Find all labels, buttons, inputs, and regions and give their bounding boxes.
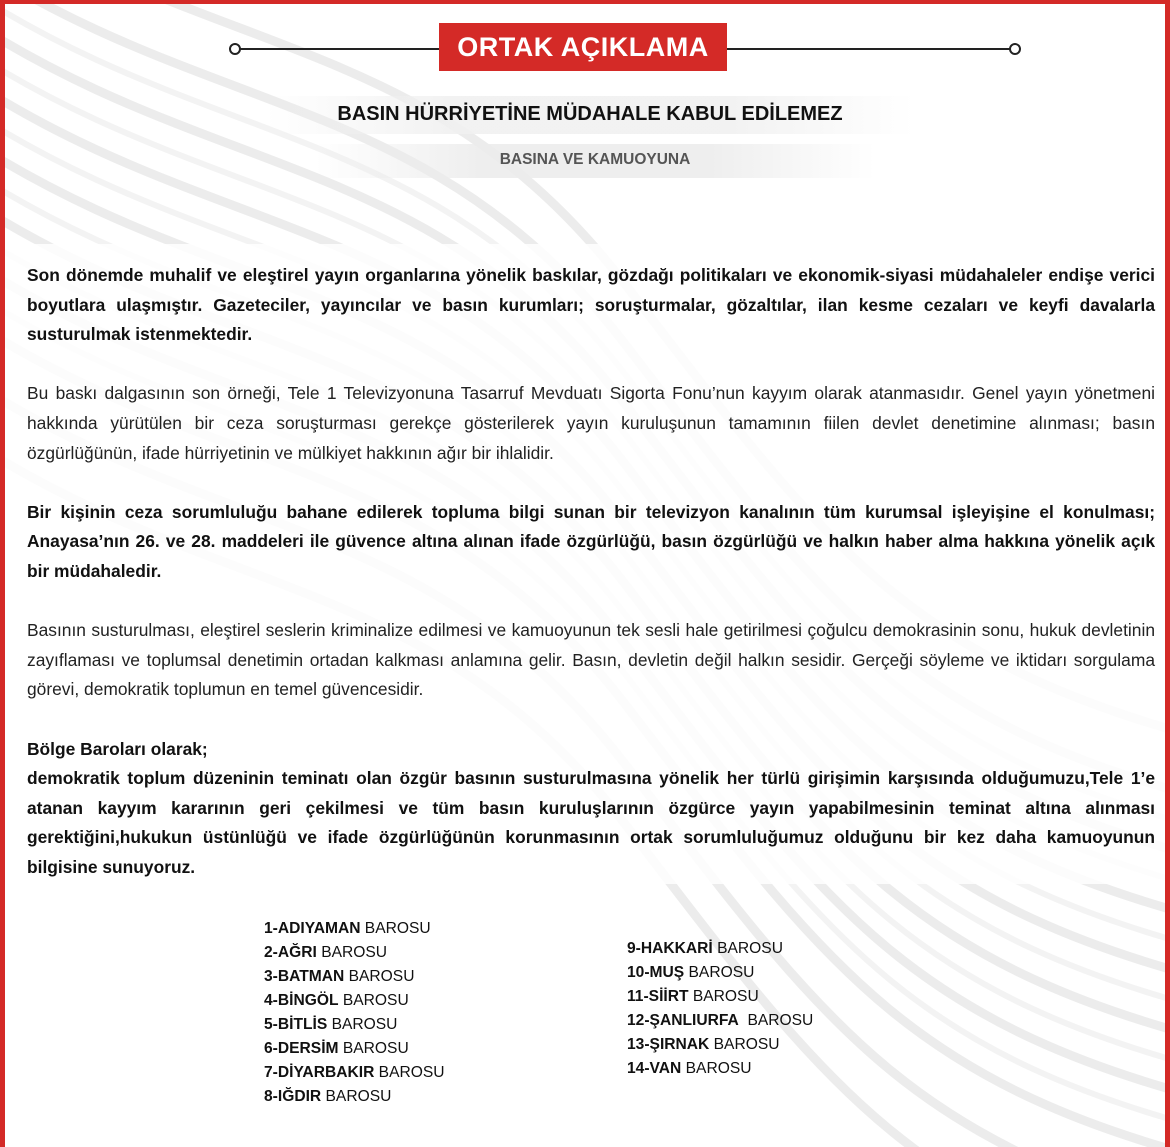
rule-end-dot-left bbox=[229, 43, 241, 55]
paragraph-2: Bu baskı dalgasının son örneği, Tele 1 Televizyonuna Tasarruf Mevduatı Sigorta Fonu’nun kayyım olarak atanmasıdır. Genel yayın yönetmeni hakkında yürütülen bir ceza soruşturması gerekçe gösterilerek yayın kuruluşunun tamamının fiilen devlet denetimine alınması; basın özgürlüğünün, ifade hürriyetinin ve mülkiyet hakkının ağır bir ihlalidir. bbox=[27, 383, 1155, 463]
statement-body bbox=[27, 261, 1155, 912]
signatory-item: 8-IĞDIR BAROSU bbox=[264, 1088, 392, 1105]
paragraph-4: Basının susturulması, eleştirel seslerin kriminalize edilmesi ve kamuoyunun tek sesli hale getirilmesi çoğulcu demokrasinin sonu, hukuk devletinin zayıflaması ve toplumsal denetimin ortadan kalkması anlamına gelir. Basın, devletin değil halkın sesidir. Gerçeği söyleme ve iktidarı sorgulama görevi, demokratik toplumun en temel güvencesidir. bbox=[27, 620, 1155, 700]
signatory-item: 11-SİİRT BAROSU bbox=[627, 988, 759, 1005]
rule-end-dot-right bbox=[1009, 43, 1021, 55]
signatory-item: 2-AĞRI BAROSU bbox=[264, 944, 388, 961]
signatory-item: 3-BATMAN BAROSU bbox=[264, 968, 415, 985]
paragraph-6-resolution: demokratik toplum düzeninin teminatı olan özgür basının susturulmasına yönelik her türlü girişimin karşısında olduğumuzu,Tele 1’e atanan kayyım kararının geri çekilmesi ve tüm basın kuruluşlarının özgürce yayın yapabilmesinin teminat altına alınması gerektiğini,hukukun üstünlüğü ve ifade özgürlüğünün korunmasının ortak sorumluluğumuz olduğunu bir kez daha kamuoyunun bilgisine sunuyoruz. bbox=[27, 768, 1155, 877]
signatory-list-right bbox=[627, 937, 813, 1081]
signatory-item: 1-ADIYAMAN BAROSU bbox=[264, 920, 431, 937]
signatory-item: 12-ŞANLIURFA BAROSU bbox=[627, 1012, 814, 1029]
signatory-item: 6-DERSİM BAROSU bbox=[264, 1040, 409, 1057]
signatory-item: 5-BİTLİS BAROSU bbox=[264, 1016, 398, 1033]
signatory-item: 7-DİYARBAKIR BAROSU bbox=[264, 1064, 445, 1081]
signatory-item: 9-HAKKARİ BAROSU bbox=[627, 940, 783, 957]
headline: BASIN HÜRRİYETİNE MÜDAHALE KABUL EDİLEMEZ bbox=[265, 96, 915, 134]
paragraph-5-intro: Bölge Baroları olarak; bbox=[27, 738, 208, 759]
signatory-list-left bbox=[264, 917, 445, 1109]
signatory-item: 13-ŞIRNAK BAROSU bbox=[627, 1036, 780, 1053]
signatory-item: 10-MUŞ BAROSU bbox=[627, 964, 755, 981]
paragraph-3: Bir kişinin ceza sorumluluğu bahane edilerek topluma bilgi sunan bir televizyon kanalının tüm kurumsal işleyişine el konulması; Anayasa’nın 26. ve 28. maddeleri ile güvence altına alınan ifade özgürlüğü, basın özgürlüğü ve halkın haber alma hakkına yönelik açık bir müdahaledir. bbox=[27, 501, 1155, 581]
paragraph-1: Son dönemde muhalif ve eleştirel yayın organlarına yönelik baskılar, gözdağı politikaları ve ekonomik-siyasi müdahaleler endişe verici boyutlara ulaşmıştır. Gazeteciler, yayıncılar ve basın kurumları; soruşturmalar, gözaltılar, ilan kesme cezaları ve keyfi davalarla susturulmak istenmektedir. bbox=[27, 265, 1155, 345]
title-badge: ORTAK AÇIKLAMA bbox=[439, 23, 727, 71]
subheadline: BASINA VE KAMUOYUNA bbox=[315, 144, 875, 178]
signatory-item: 4-BİNGÖL BAROSU bbox=[264, 992, 409, 1009]
signatory-item: 14-VAN BAROSU bbox=[627, 1060, 752, 1077]
